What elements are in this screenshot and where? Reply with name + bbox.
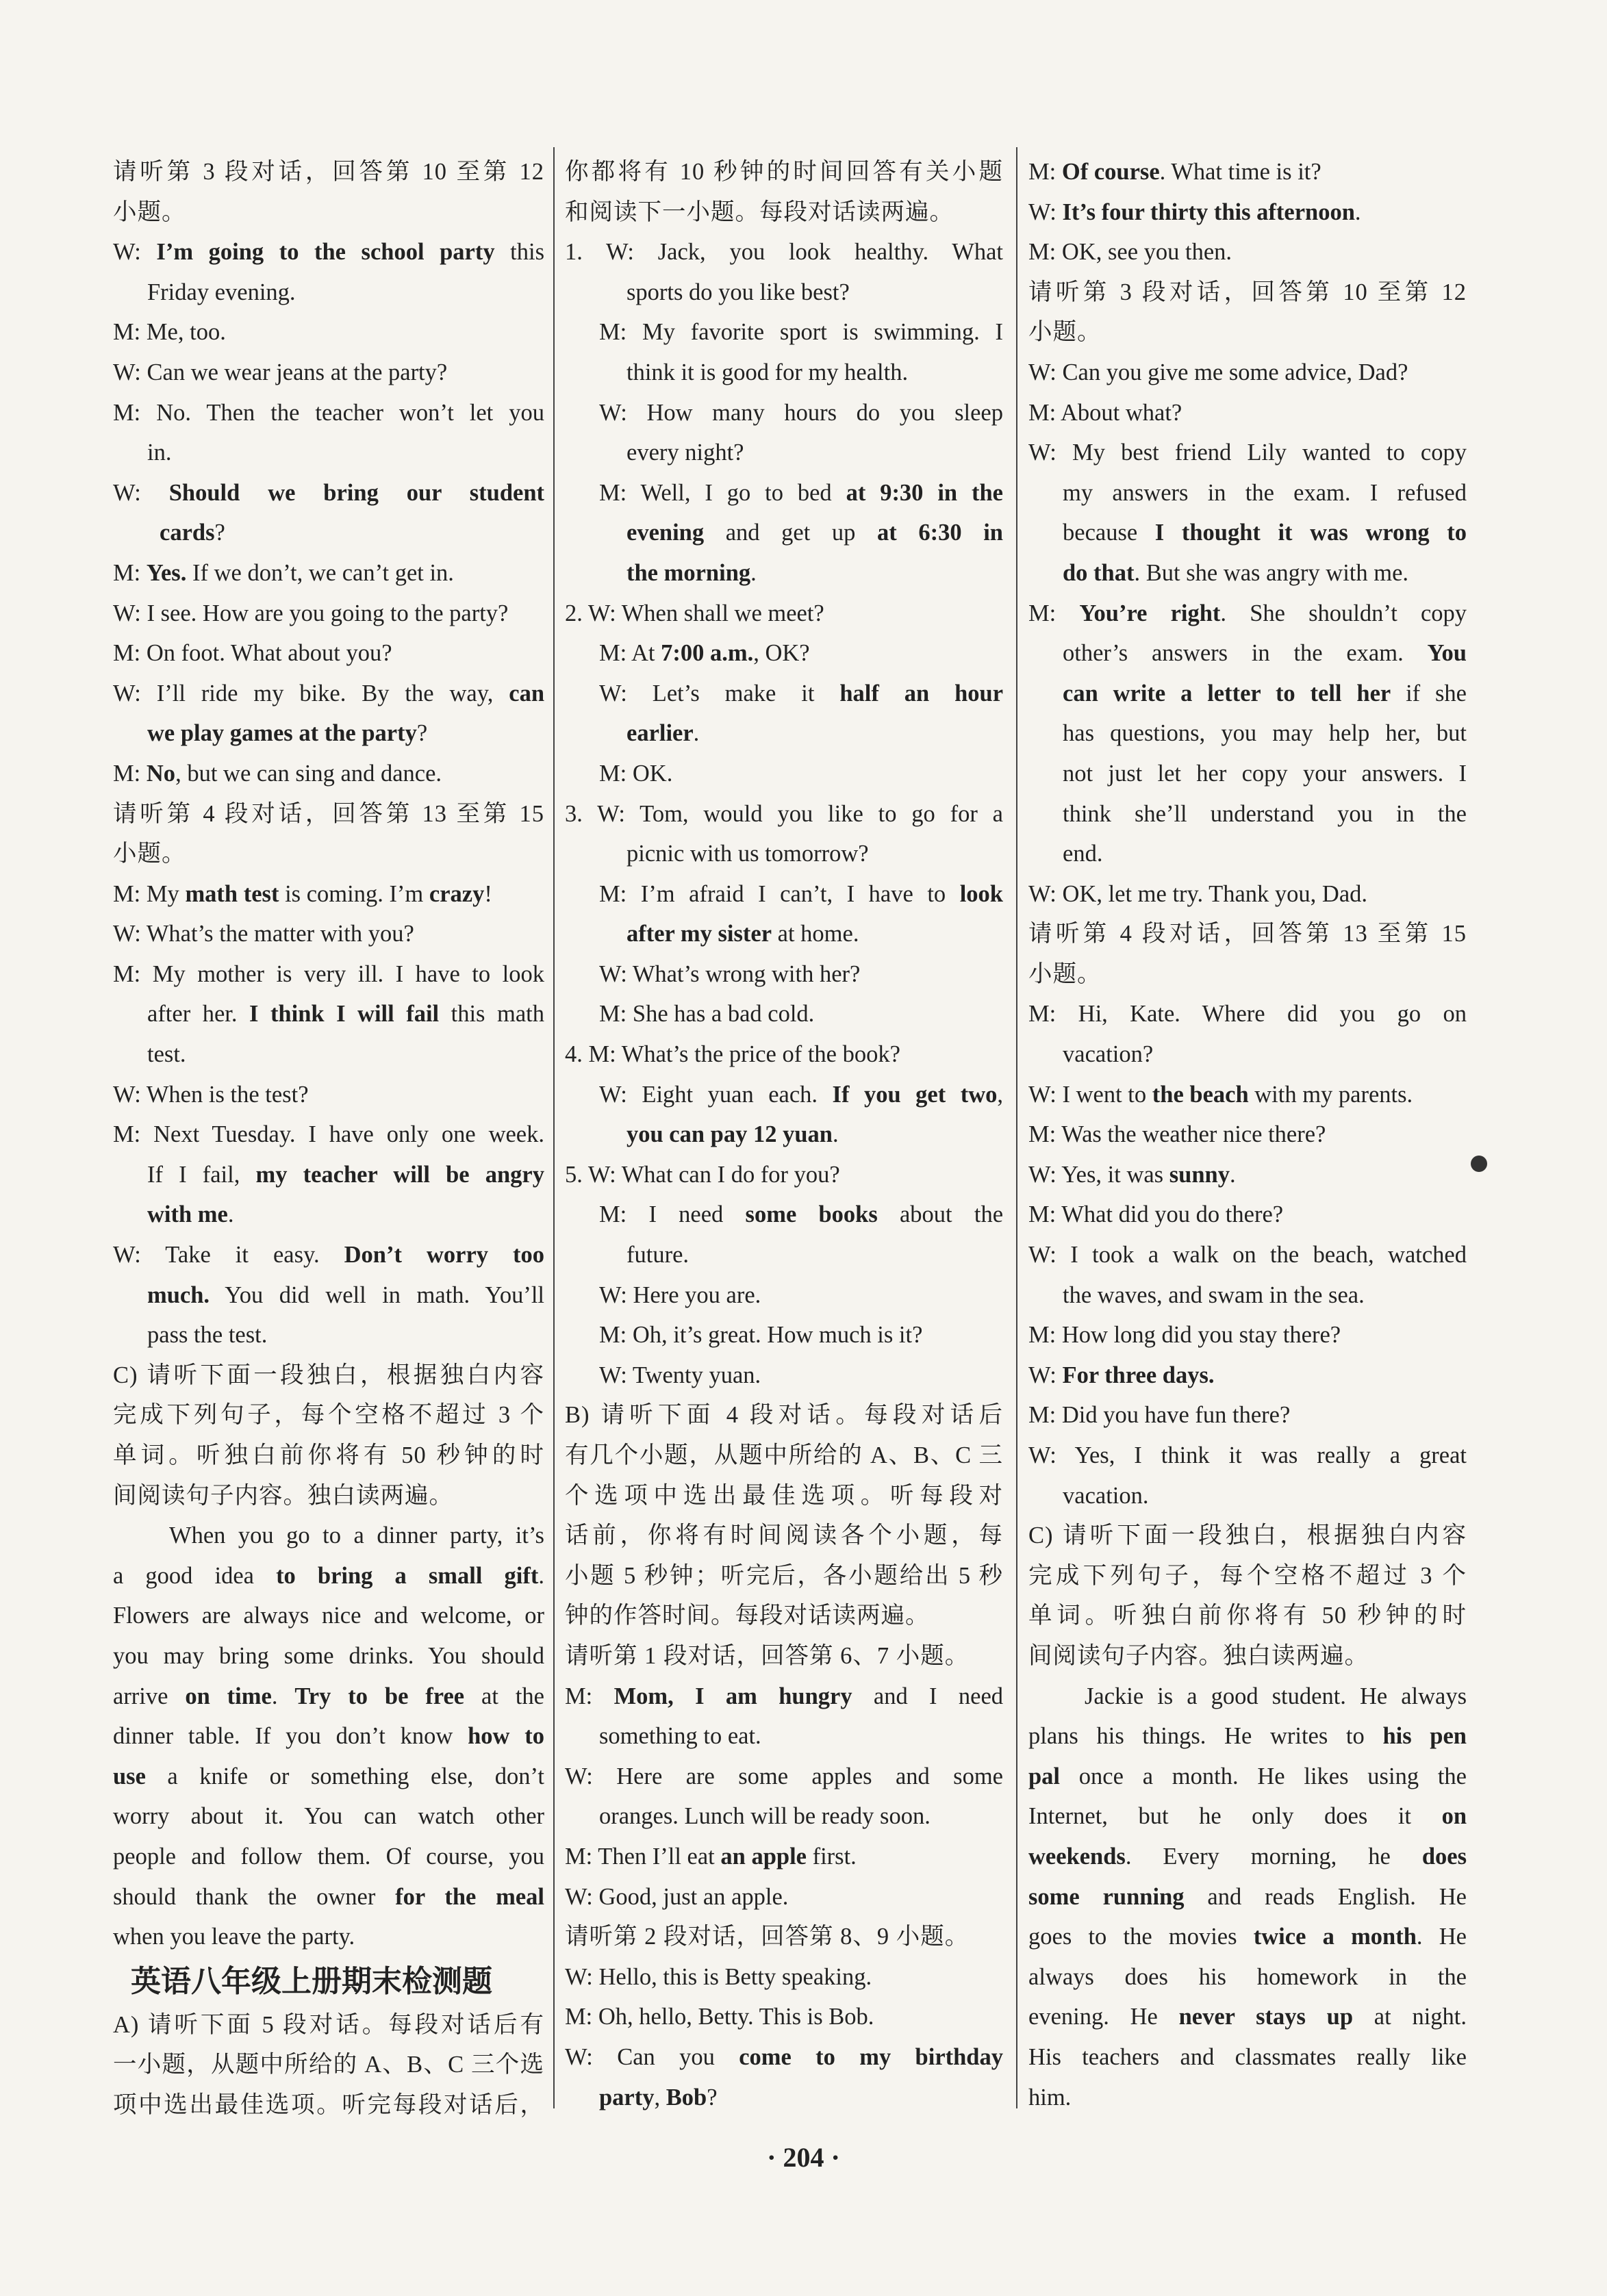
text-line: 3. W: Tom, would you like to go for a — [565, 800, 1003, 827]
text-line: think it is good for my health. — [627, 359, 909, 385]
text-line: 请听第 3 段对话，回答第 10 至第 12 — [1028, 279, 1467, 305]
text-line: 个选项中选出最佳选项。听每段对 — [565, 1482, 1003, 1509]
text-line: cards? — [160, 520, 225, 546]
text-line: much. You did well in math. You’ll — [147, 1281, 544, 1308]
text-line: M: What did you do there? — [1028, 1201, 1284, 1228]
text-line: W: Here you are. — [599, 1281, 761, 1308]
text-line: weekends. Every morning, he does — [1028, 1843, 1467, 1870]
text-line: B) 请听下面 4 段对话。每段对话后 — [565, 1402, 1003, 1429]
text-line: M: My mother is very ill. I have to look — [113, 960, 544, 987]
text-line: C) 请听下面一段独白，根据独白内容 — [1028, 1522, 1467, 1549]
text-line: 话前，你将有时间阅读各个小题，每 — [565, 1522, 1003, 1549]
text-line: M: Oh, hello, Betty. This is Bob. — [565, 2004, 874, 2030]
section-heading: 英语八年级上册期末检测题 — [131, 1963, 492, 1999]
text-line: with me. — [147, 1201, 234, 1228]
text-line: we play games at the party? — [147, 720, 428, 747]
text-line: W: OK, let me try. Thank you, Dad. — [1028, 880, 1368, 907]
text-line: W: I see. How are you going to the party? — [113, 600, 509, 626]
text-line: When you go to a dinner party, it’s — [169, 1522, 544, 1549]
text-line: W: I took a walk on the beach, watched — [1028, 1242, 1467, 1268]
text-line: a good idea to bring a small gift. — [113, 1562, 544, 1589]
text-line: pal once a month. He likes using the — [1028, 1763, 1467, 1789]
text-line: not just let her copy your answers. I — [1063, 760, 1467, 787]
column-left — [113, 152, 544, 2126]
text-line: M: No. Then the teacher won’t let you — [113, 399, 544, 426]
text-line: M: About what? — [1028, 399, 1182, 426]
text-line: the morning. — [627, 559, 757, 586]
text-line: M: Did you have fun there? — [1028, 1402, 1291, 1429]
text-line: 4. M: What’s the price of the book? — [565, 1041, 900, 1068]
text-line: you may bring some drinks. You should — [113, 1642, 544, 1669]
text-line: W: It’s four thirty this afternoon. — [1028, 199, 1361, 225]
text-line: W: Should we bring our student — [113, 479, 544, 506]
text-line: 请听第 4 段对话，回答第 13 至第 15 — [113, 800, 544, 827]
text-line: M: No, but we can sing and dance. — [113, 760, 442, 787]
text-line: can write a letter to tell her if she — [1063, 680, 1467, 706]
text-line: 小题 5 秒钟；听完后，各小题给出 5 秒 — [565, 1562, 1003, 1589]
text-line: 项中选出最佳选项。听完每段对话后， — [113, 2091, 544, 2118]
text-line: M: I’m afraid I can’t, I have to look — [599, 880, 1003, 907]
text-line: 请听第 2 段对话，回答第 8、9 小题。 — [565, 1924, 970, 1950]
text-line: W: Can you come to my birthday — [565, 2043, 1003, 2070]
text-line: W: What’s the matter with you? — [113, 921, 414, 947]
text-line: the waves, and swam in the sea. — [1063, 1281, 1365, 1308]
text-line: M: Hi, Kate. Where did you go on — [1028, 1001, 1467, 1028]
page-number: · 204 · — [767, 2142, 840, 2173]
text-line: 有几个小题，从题中所给的 A、B、C 三 — [565, 1442, 1003, 1468]
text-line: after her. I think I will fail this math — [147, 1001, 544, 1028]
text-line: plans his things. He writes to his pen — [1028, 1723, 1467, 1750]
text-line: M: Of course. What time is it? — [1028, 159, 1321, 185]
text-line: M: Oh, it’s great. How much is it? — [599, 1322, 923, 1349]
text-line: W: I’m going to the school party this — [113, 239, 544, 266]
text-line: 小题。 — [1028, 960, 1102, 987]
text-line: A) 请听下面 5 段对话。每段对话后有 — [113, 2011, 544, 2038]
text-line: W: Can you give me some advice, Dad? — [1028, 359, 1408, 385]
text-line: test. — [147, 1041, 186, 1068]
text-line: every night? — [627, 439, 744, 466]
text-line: W: For three days. — [1028, 1362, 1215, 1388]
text-line: arrive on time. Try to be free at the — [113, 1683, 544, 1709]
text-line: M: Well, I go to bed at 9:30 in the — [599, 479, 1003, 506]
text-line: him. — [1028, 2084, 1072, 2110]
text-line: M: Then I’ll eat an apple first. — [565, 1843, 857, 1870]
column-divider — [1016, 147, 1017, 2108]
text-line: M: My math test is coming. I’m crazy! — [113, 880, 492, 907]
text-line: end. — [1063, 841, 1103, 867]
text-line: 请听第 1 段对话，回答第 6、7 小题。 — [565, 1642, 970, 1669]
text-line: W: Let’s make it half an hour — [599, 680, 1004, 706]
column-right — [1028, 152, 1467, 2117]
text-line: M: I need some books about the — [599, 1201, 1004, 1228]
text-line: 间阅读句子内容。独白读两遍。 — [1028, 1642, 1369, 1669]
text-line: after my sister at home. — [627, 921, 859, 947]
text-line: 请听第 3 段对话，回答第 10 至第 12 — [113, 159, 544, 185]
text-line: party, Bob? — [599, 2084, 718, 2110]
text-line: W: How many hours do you sleep — [599, 399, 1003, 426]
text-line: M: Next Tuesday. I have only one week. — [113, 1121, 544, 1148]
text-line: earlier. — [627, 720, 700, 747]
text-line: W: I’ll ride my bike. By the way, can — [113, 680, 544, 706]
text-line: other’s answers in the exam. You — [1063, 640, 1467, 667]
text-line: M: At 7:00 a.m., OK? — [599, 640, 810, 667]
text-line: has questions, you may help her, but — [1063, 720, 1467, 747]
text-line: in. — [147, 439, 172, 466]
text-line: M: Yes. If we don’t, we can’t get in. — [113, 559, 454, 586]
text-line: 2. W: When shall we meet? — [565, 600, 824, 626]
text-line: W: Hello, this is Betty speaking. — [565, 1963, 872, 1990]
text-line: my answers in the exam. I refused — [1063, 479, 1467, 506]
text-line: vacation. — [1063, 1482, 1149, 1509]
text-line: Jackie is a good student. He always — [1085, 1683, 1467, 1709]
text-line: 小题。 — [113, 199, 186, 225]
text-line: 5. W: What can I do for you? — [565, 1161, 840, 1188]
text-line: people and follow them. Of course, you — [113, 1843, 544, 1870]
text-line: M: You’re right. She shouldn’t copy — [1028, 600, 1467, 626]
text-line: M: Was the weather nice there? — [1028, 1121, 1326, 1148]
column-middle — [565, 152, 1003, 2117]
text-line: pass the test. — [147, 1322, 268, 1349]
text-line: M: OK. — [599, 760, 673, 787]
text-line: worry about it. You can watch other — [113, 1803, 544, 1830]
text-line: you can pay 12 yuan. — [627, 1121, 839, 1148]
text-line: something to eat. — [599, 1723, 761, 1750]
text-line: evening and get up at 6:30 in — [627, 520, 1003, 546]
text-line: Friday evening. — [147, 279, 296, 305]
text-line: 完成下列句子，每个空格不超过 3 个 — [113, 1402, 544, 1429]
text-line: W: Good, just an apple. — [565, 1883, 789, 1910]
text-line: 请听第 4 段对话，回答第 13 至第 15 — [1028, 921, 1467, 947]
text-line: W: My best friend Lily wanted to copy — [1028, 439, 1467, 466]
text-line: W: Can we wear jeans at the party? — [113, 359, 448, 385]
text-line: sports do you like best? — [627, 279, 850, 305]
text-line: His teachers and classmates really like — [1028, 2043, 1467, 2070]
text-line: 完成下列句子，每个空格不超过 3 个 — [1028, 1562, 1467, 1589]
text-line: M: Me, too. — [113, 319, 226, 346]
text-line: 间阅读句子内容。独白读两遍。 — [113, 1482, 453, 1509]
text-line: future. — [627, 1242, 689, 1268]
text-line: should thank the owner for the meal — [113, 1883, 544, 1910]
text-line: when you leave the party. — [113, 1924, 355, 1950]
text-line: M: OK, see you then. — [1028, 239, 1232, 266]
text-line: 小题。 — [1028, 319, 1102, 346]
text-line: W: What’s wrong with her? — [599, 960, 861, 987]
text-line: 你都将有 10 秒钟的时间回答有关小题 — [565, 159, 1003, 185]
text-line: W: Twenty yuan. — [599, 1362, 761, 1388]
text-line: always does his homework in the — [1028, 1963, 1467, 1990]
text-line: Flowers are always nice and welcome, or — [113, 1603, 544, 1629]
text-line: 小题。 — [113, 841, 186, 867]
text-line: some running and reads English. He — [1028, 1883, 1467, 1910]
text-line: evening. He never stays up at night. — [1028, 2004, 1467, 2030]
text-line: C) 请听下面一段独白，根据独白内容 — [113, 1362, 544, 1388]
text-line: 单词。听独白前你将有 50 秒钟的时 — [1028, 1603, 1467, 1629]
text-line: M: Mom, I am hungry and I need — [565, 1683, 1004, 1709]
text-line: Internet, but he only does it on — [1028, 1803, 1467, 1830]
text-line: M: How long did you stay there? — [1028, 1322, 1341, 1349]
text-line: M: She has a bad cold. — [599, 1001, 815, 1028]
text-line: W: When is the test? — [113, 1081, 309, 1108]
text-line: think she’ll understand you in the — [1063, 800, 1467, 827]
text-line: 钟的作答时间。每段对话读两遍。 — [565, 1603, 930, 1629]
text-line: W: Yes, it was sunny. — [1028, 1161, 1236, 1188]
text-line: 单词。听独白前你将有 50 秒钟的时 — [113, 1442, 544, 1468]
text-line: do that. But she was angry with me. — [1063, 559, 1409, 586]
column-divider — [553, 147, 555, 2108]
text-line: M: On foot. What about you? — [113, 640, 392, 667]
text-line: because I thought it was wrong to — [1063, 520, 1467, 546]
text-line: picnic with us tomorrow? — [627, 841, 869, 867]
text-line: goes to the movies twice a month. He — [1028, 1924, 1467, 1950]
text-line: 一小题，从题中所给的 A、B、C 三个选 — [113, 2052, 544, 2078]
text-line: vacation? — [1063, 1041, 1154, 1068]
text-line: M: My favorite sport is swimming. I — [599, 319, 1003, 346]
text-line: oranges. Lunch will be ready soon. — [599, 1803, 931, 1830]
text-line: 1. W: Jack, you look healthy. What — [565, 239, 1003, 266]
ink-dot-mark — [1471, 1156, 1487, 1172]
text-line: W: Here are some apples and some — [565, 1763, 1003, 1789]
text-line: If I fail, my teacher will be angry — [147, 1161, 544, 1188]
text-line: W: Take it easy. Don’t worry too — [113, 1242, 544, 1268]
text-line: dinner table. If you don’t know how to — [113, 1723, 545, 1750]
text-line: use a knife or something else, don’t — [113, 1763, 544, 1789]
text-line: W: Yes, I think it was really a great — [1028, 1442, 1467, 1468]
text-line: W: Eight yuan each. If you get two, — [599, 1081, 1003, 1108]
text-line: 和阅读下一小题。每段对话读两遍。 — [565, 199, 954, 225]
text-line: W: I went to the beach with my parents. — [1028, 1081, 1413, 1108]
